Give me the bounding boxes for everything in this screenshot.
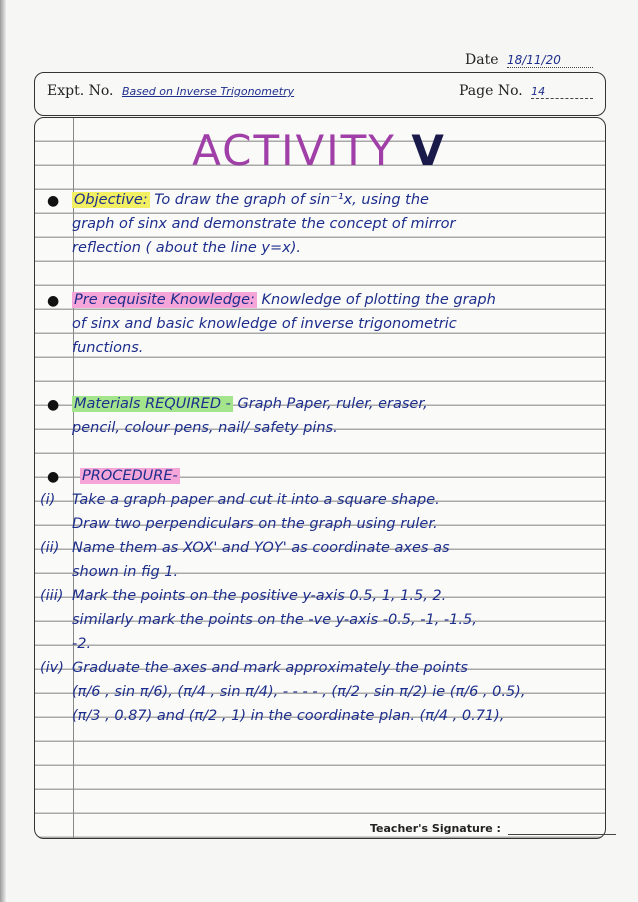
- bullet-icon: ●: [47, 397, 60, 413]
- procedure-step-2-number: (ii): [40, 540, 60, 556]
- experiment-header-box: [34, 72, 606, 116]
- procedure-step-2-line-2: shown in fig 1.: [72, 564, 179, 580]
- objective-line-3: reflection ( about the line y=x).: [72, 240, 301, 256]
- materials-line-1: Materials REQUIRED - Graph Paper, ruler, eraser,: [74, 396, 428, 412]
- expt-value: Based on Inverse Trigonometry: [121, 85, 295, 98]
- procedure-heading: PROCEDURE-: [82, 468, 178, 484]
- title-text: ACTIVITY: [192, 126, 396, 175]
- objective-heading: Objective:: [74, 192, 148, 208]
- procedure-step-2-line-1: Name them as XOX' and YOY' as coordinate axes as: [72, 540, 450, 556]
- date-value: 18/11/20: [507, 53, 593, 68]
- materials-heading: Materials REQUIRED -: [74, 396, 231, 412]
- bullet-icon: ●: [47, 293, 60, 309]
- procedure-step-4-line-2: (π/6 , sin π/6), (π/4 , sin π/4), - - - - , (π/2 , sin π/2) ie (π/6 , 0.5),: [72, 684, 526, 700]
- title-numeral: V: [411, 126, 446, 175]
- procedure-step-1-line-1: Take a graph paper and cut it into a square shape.: [72, 492, 440, 508]
- procedure-heading-line: [80, 468, 180, 484]
- procedure-step-3-line-1: Mark the points on the positive y-axis 0.5, 1, 1.5, 2.: [72, 588, 447, 604]
- procedure-step-4-line-1: Graduate the axes and mark approximately the points: [72, 660, 468, 676]
- activity-title: [0, 126, 638, 175]
- expt-number-field: [47, 83, 294, 99]
- procedure-step-4-line-3: (π/3 , 0.87) and (π/2 , 1) in the coordinate plan. (π/4 , 0.71),: [72, 708, 505, 724]
- bullet-icon: ●: [47, 469, 60, 485]
- materials-line-2: pencil, colour pens, nail/ safety pins.: [72, 420, 338, 436]
- bullet-icon: ●: [47, 193, 60, 209]
- procedure-step-3-line-3: -2.: [72, 636, 92, 652]
- procedure-step-4-number: (iv): [40, 660, 64, 676]
- procedure-step-1-line-2: Draw two perpendiculars on the graph using ruler.: [72, 516, 438, 532]
- teacher-signature-field: [370, 822, 616, 835]
- objective-line-2: graph of sinx and demonstrate the concept of mirror: [72, 216, 456, 232]
- signature-label: Teacher's Signature :: [370, 822, 501, 835]
- date-label: Date: [465, 52, 499, 68]
- prerequisite-heading: Pre requisite Knowledge:: [74, 292, 255, 308]
- procedure-step-3-number: (iii): [40, 588, 64, 604]
- page-value: 14: [531, 85, 593, 99]
- prerequisite-line-1: Pre requisite Knowledge: Knowledge of plotting the graph: [74, 292, 496, 308]
- procedure-step-3-line-2: similarly mark the points on the -ve y-axis -0.5, -1, -1.5,: [72, 612, 477, 628]
- expt-label: Expt. No.: [47, 83, 114, 99]
- prerequisite-line-2: of sinx and basic knowledge of inverse trigonometric: [72, 316, 457, 332]
- date-field: [465, 52, 593, 68]
- objective-line-1: Objective: To draw the graph of sin⁻¹x, using the: [74, 192, 429, 208]
- page-number-field: [459, 83, 593, 99]
- signature-line: [508, 834, 616, 835]
- prerequisite-line-3: functions.: [72, 340, 144, 356]
- procedure-step-1-number: (i): [40, 492, 56, 508]
- page-label: Page No.: [459, 83, 523, 99]
